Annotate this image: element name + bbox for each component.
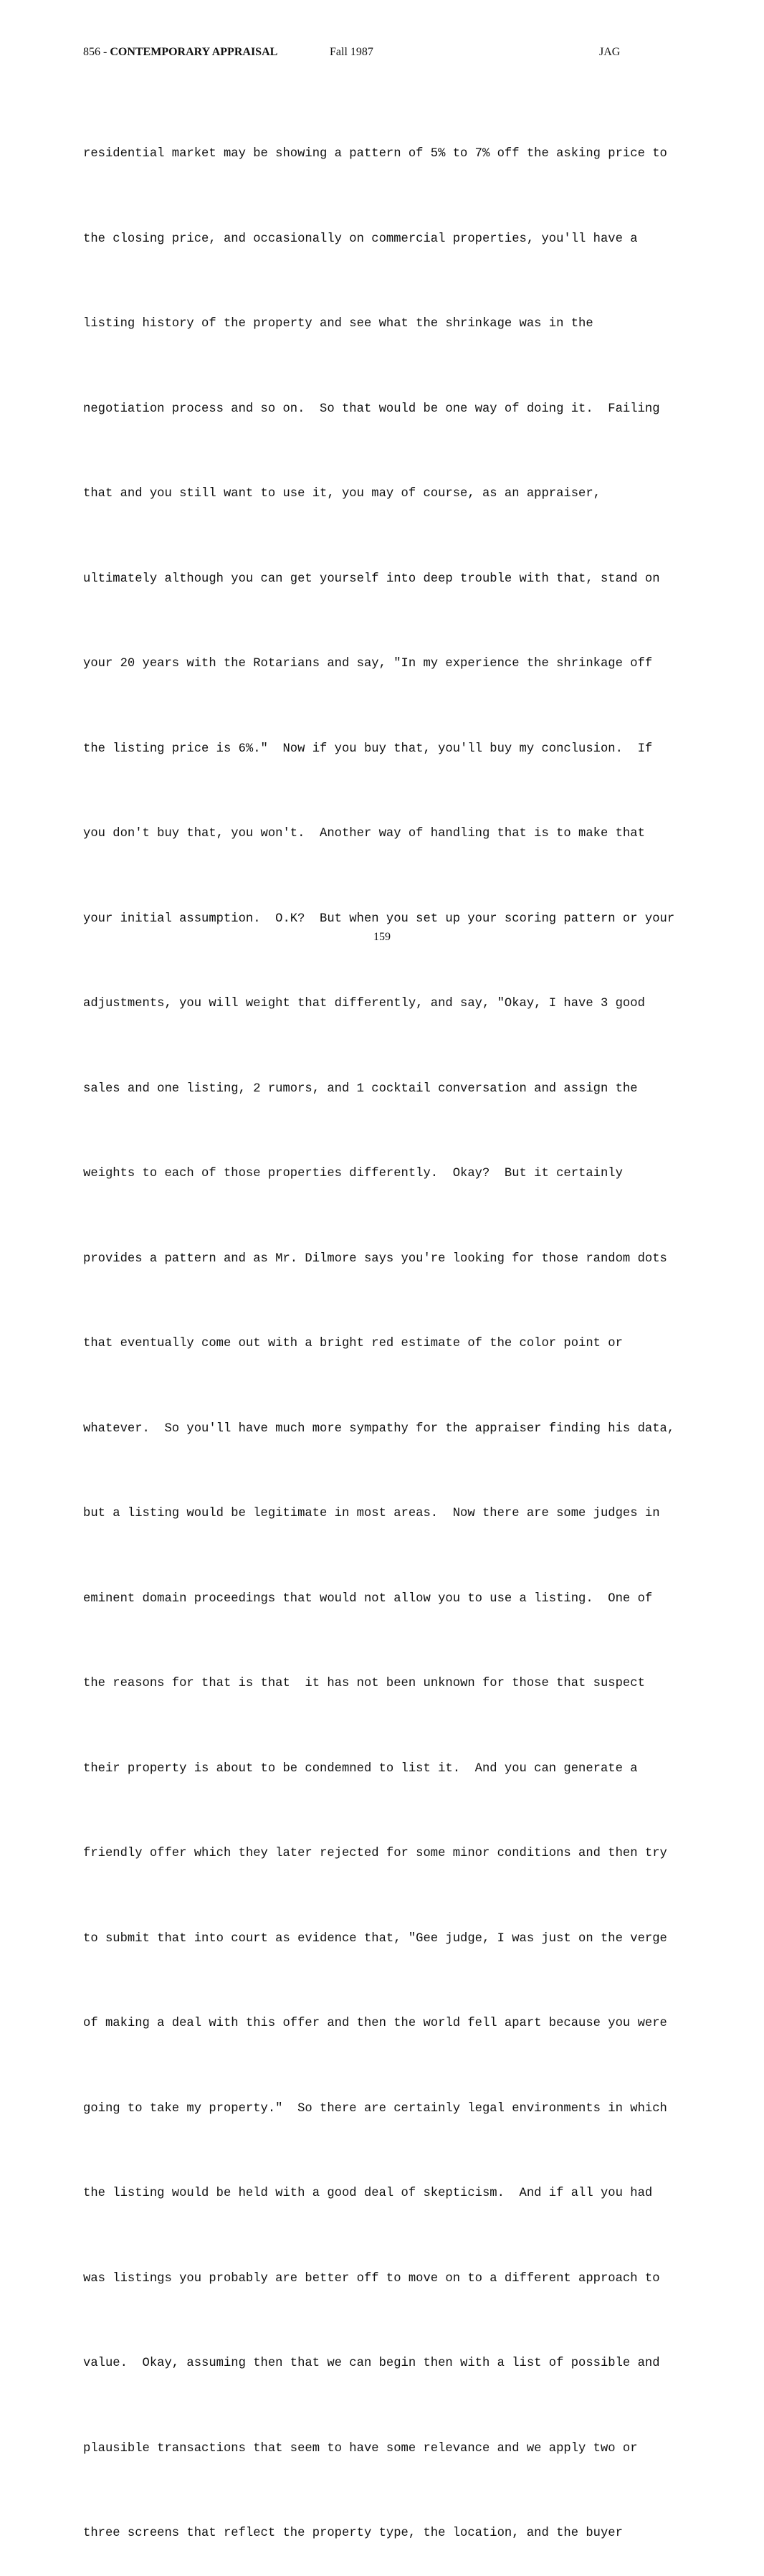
text-line: that and you still want to use it, you may of course, as an appraiser, [83,487,601,501]
course-label [83,45,277,60]
text-line: negotiation process and so on. So that would be one way of doing it. Failing [83,402,660,416]
text-line: three screens that reflect the property type, the location, and the buyer [83,2527,623,2540]
transcript-body [83,83,685,2576]
text-line: the closing price, and occasionally on commercial properties, you'll have a [83,232,638,246]
text-line: value. Okay, assuming then that we can begin then with a list of possible and [83,2357,660,2370]
page-header [83,45,628,60]
text-line: listing history of the property and see what the shrinkage was in the [83,317,593,331]
text-line: of making a deal with this offer and then the world fell apart because you were [83,2017,667,2030]
text-line: provides a pattern and as Mr. Dilmore says you're looking for those random dots [83,1251,667,1266]
text-line: but a listing would be legitimate in most areas. Now there are some judges in [83,1507,660,1520]
text-line: was listings you probably are better off to move on to a different approach to [83,2271,660,2286]
text-line: your initial assumption. O.K? But when you set up your scoring pattern or your [83,911,675,926]
text-line: eminent domain proceedings that would not allow you to use a listing. One of [83,1591,653,1606]
text-line: whatever. So you'll have much more sympathy for the appraiser finding his data, [83,1421,675,1436]
text-line: sales and one listing, 2 rumors, and 1 cocktail conversation and assign the [83,1081,638,1096]
text-line: weights to each of those properties differently. Okay? But it certainly [83,1167,623,1180]
author-initials: JAG [599,46,621,58]
text-line: your 20 years with the Rotarians and say, "In my experience the shrinkage off [83,657,653,671]
text-line: plausible transactions that seem to have some relevance and we apply two or [83,2441,638,2456]
term-label: Fall 1987 [330,46,373,58]
page-number: 159 [373,931,391,943]
text-line: residential market may be showing a pattern of 5% to 7% off the asking price to [83,147,667,161]
text-line: you don't buy that, you won't. Another way of handling that is to make that [83,827,645,840]
text-line: the listing would be held with a good deal of skepticism. And if all you had [83,2187,653,2200]
text-line: their property is about to be condemned to list it. And you can generate a [83,1761,638,1776]
text-line: ultimately although you can get yourself into deep trouble with that, stand on [83,572,660,586]
text-line: to submit that into court as evidence that, "Gee judge, I was just on the verge [83,1931,667,1946]
text-line: the reasons for that is that it has not been unknown for those that suspect [83,1677,645,1690]
text-line: adjustments, you will weight that differently, and say, "Okay, I have 3 good [83,997,645,1010]
text-line: friendly offer which they later rejected for some minor conditions and then try [83,1847,667,1860]
text-line: going to take my property." So there are certainly legal environments in which [83,2101,667,2116]
course-number: 856 - [83,46,110,58]
text-line: the listing price is 6%." Now if you buy that, you'll buy my conclusion. If [83,742,653,756]
text-line: that eventually come out with a bright red estimate of the color point or [83,1337,623,1350]
course-title: CONTEMPORARY APPRAISAL [110,46,278,58]
